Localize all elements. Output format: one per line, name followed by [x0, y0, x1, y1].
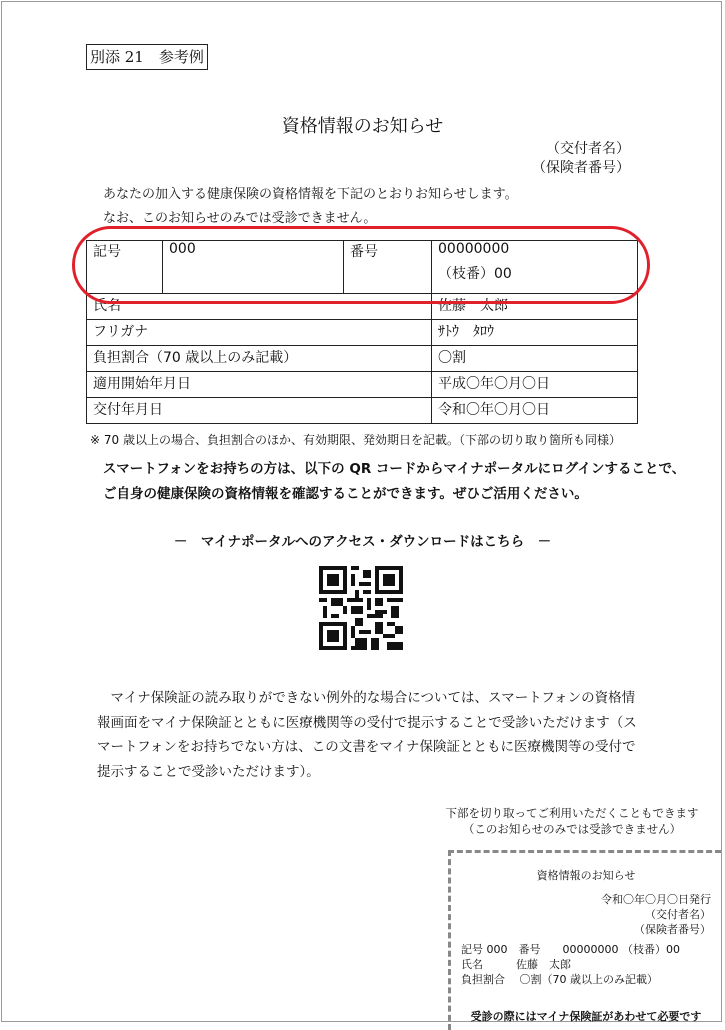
number-value: 00000000 [438, 241, 510, 257]
highlight-oval [72, 226, 650, 304]
slip-issuer: （交付者名） [645, 908, 711, 921]
row-value: 佐藤 太郎 [432, 294, 638, 320]
symbol-value: 000 [163, 241, 344, 294]
insurer-number: （保険者番号） [532, 160, 630, 176]
row-value: ｻﾄｳ ﾀﾛｳ [432, 320, 638, 346]
cut-note [438, 805, 706, 837]
slip-issue-date: 令和〇年〇月〇日発行 [601, 893, 711, 906]
branch-number: （枝番）00 [438, 266, 512, 282]
row-value: 〇割 [432, 346, 638, 372]
slip-requirement-note: 受診の際にはマイナ保険証があわせて必要です [470, 1010, 702, 1023]
cut-note-line-2: （このお知らせのみでは受診できません） [462, 822, 682, 836]
slip-insurer-number: （保険者番号） [634, 923, 711, 936]
intro-line-1: あなたの加入する健康保険の資格情報を下記のとおりお知らせします。 [103, 187, 518, 202]
row-value: 平成〇年〇月〇日 [432, 372, 638, 398]
row-label: 負担割合（70 歳以上のみ記載） [87, 346, 432, 372]
row-label: フリガナ [87, 320, 432, 346]
smartphone-line-2: ご自身の健康保険の資格情報を確認することができます。ぜひご活用ください。 [103, 486, 588, 502]
table-row [87, 320, 638, 346]
document-title: 資格情報のお知らせ [281, 116, 444, 137]
qr-code[interactable] [319, 566, 403, 650]
access-heading: － マイナポータルへのアクセス・ダウンロードはこちら － [173, 534, 552, 550]
slip-title: 資格情報のお知らせ [536, 869, 636, 882]
number-label: 番号 [344, 241, 432, 294]
exception-paragraph: マイナ保険証の読み取りができない例外的な場合については、スマートフォンの資格情報画面をマイナ保険証とともに医療機関等の受付で提示することで受診いただけます（スマートフォンをお持ちでない方は、この文書をマイナ保険証とともに医療機関等の受付で提示することで受診いただけます）。 [97, 690, 637, 780]
symbol-label: 記号 [87, 241, 163, 294]
slip-burden-ratio: 負担割合 〇割（70 歳以上のみ記載） [461, 973, 658, 986]
row-label: 適用開始年月日 [87, 372, 432, 398]
smartphone-line-1: スマートフォンをお持ちの方は、以下の QR コードからマイナポータルにログインすることで、 [103, 461, 686, 477]
table-row [87, 346, 638, 372]
table-row [87, 398, 638, 424]
slip-symbol-number: 記号 000 番号 00000000 （枝番）00 [461, 943, 680, 956]
issuer-name: （交付者名） [546, 141, 630, 157]
intro-line-2: なお、このお知らせのみでは受診できません。 [103, 211, 377, 226]
row-label: 氏名 [87, 294, 432, 320]
row-value: 令和〇年〇月〇日 [432, 398, 638, 424]
cut-note-line-1: 下部を切り取ってご利用いただくこともできます [445, 806, 699, 820]
slip-name: 氏名 佐藤 太郎 [461, 958, 571, 971]
annex-label: 別添 21 参考例 [86, 44, 208, 70]
cutout-slip [448, 850, 721, 1030]
table-row [87, 372, 638, 398]
row-label: 交付年月日 [87, 398, 432, 424]
age-note: ※ 70 歳以上の場合、負担割合のほか、有効期限、発効期日を記載。（下部の切り取り箇所も同様） [90, 433, 621, 447]
